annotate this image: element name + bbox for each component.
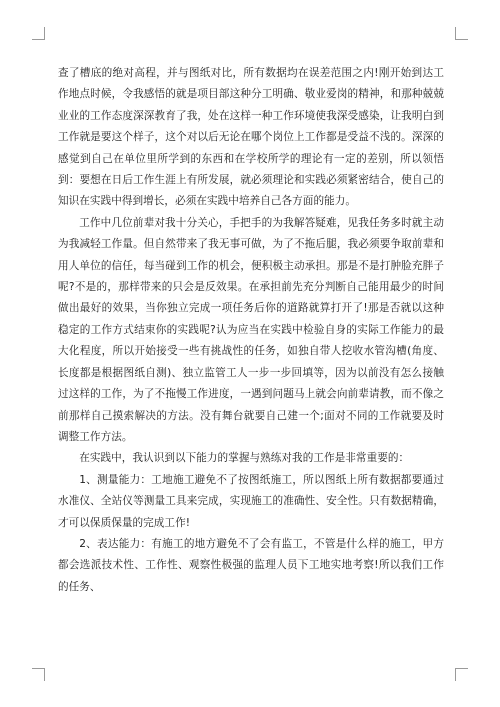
- paragraph-measuring-skill: 1、测量能力：工地施工避免不了按图纸施工，所以图纸上所有数据都要通过水准仪、全站仪等测量工具来完成，实现施工的准确性、安全性。只有数据精确，才可以保质保量的完成工作!: [58, 473, 444, 529]
- crop-mark-top-left: [32, 27, 45, 40]
- paragraph-expression-skill: 2、表达能力：有施工的地方避免不了会有监工，不管是什么样的施工，甲方都会选派技术性、工作性、观察性极强的监理人员下工地实地考察!所以我们工作的任务、: [58, 537, 444, 593]
- crop-mark-bottom-right: [455, 668, 468, 681]
- crop-mark-top-right: [455, 27, 468, 40]
- paragraph-mentors: 工作中几位前辈对我十分关心，手把手的为我解答疑难，见我任务多时就主动为我减轻工作量。但自然带来了我无事可做，为了不拖后腿，我必须要争取前辈和用人单位的信任，每当碰到工作的机会，便积极主动承担。那是不是打肿脸充胖子呢?不是的，那样带来的只会是反效果。在承担前先充分判断自己能用最少的时间做出最好的效果，当你独立完成一项任务后你的道路就算打开了!那是否就以这种稳定的工作方式结束你的实践呢?认为应当在实践中检验自身的实际工作能力的最大化程度，所以开始接受一些有挑战性的任务，如独自带人挖收水管沟槽(角度、长度都是根据图纸自测)、独立监管工人一步一步回填等，因为以前没有怎么接触过这样的工作，为了不拖慢工作进度，一遇到问题马上就会向前辈请教，而不像之前那样自己摸索解决的方法。没有舞台就要自己建一个;面对不同的工作就要及时调整工作方法。: [58, 216, 444, 443]
- paragraph-skills-intro: 在实践中，我认识到以下能力的掌握与熟练对我的工作是非常重要的：: [79, 452, 410, 465]
- body-text: [58, 63, 444, 598]
- crop-mark-bottom-left: [32, 668, 45, 681]
- paragraph-continuation: 查了槽底的绝对高程，并与图纸对比，所有数据均在误差范围之内!刚开始到达工作地点时候，令我感悟的就是项目部这种分工明确、敬业爱岗的精神，和那种兢兢业业的工作态度深深教育了我，处在这样一种工作环境使我深受感染，让我明白到工作就是要这个样子，这个对以后无论在哪个岗位上工作都是受益不浅的。深深的感觉到自己在单位里所学到的东西和在学校所学的理论有一定的差别，所以领悟到：要想在日后工作生涯上有所发展，就必须理论和实践必须紧密结合，使自己的知识在实践中得到增长，必须在实践中培养自己各方面的能力。: [58, 67, 444, 208]
